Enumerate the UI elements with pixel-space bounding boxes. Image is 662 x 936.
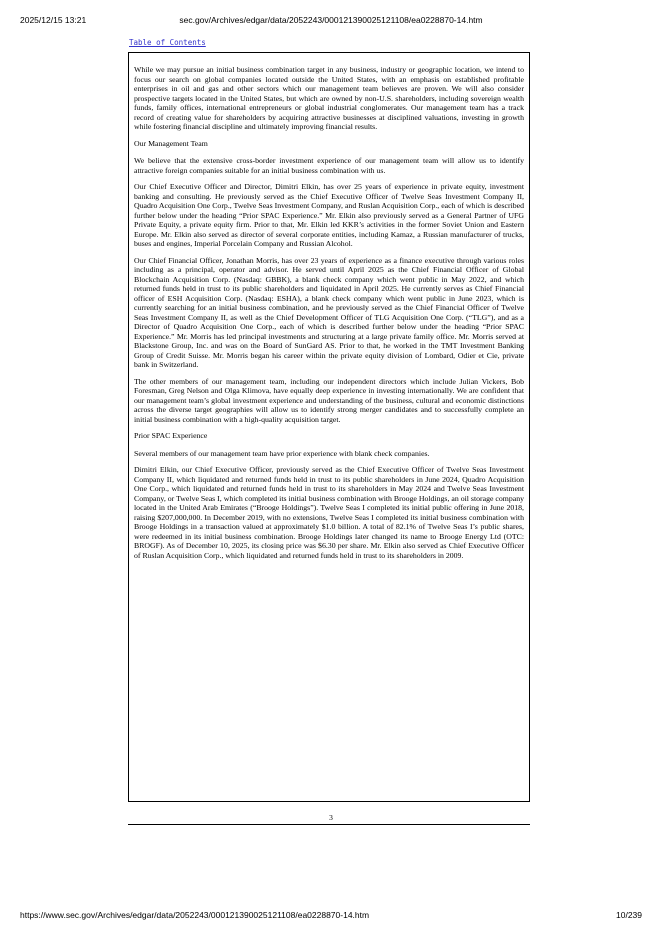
- page-number: 3: [329, 813, 333, 822]
- print-footer-page-count: 10/239: [616, 910, 642, 920]
- prior-spac-detail-paragraph: Dimitri Elkin, our Chief Executive Officer, previously served as the Chief Executive Officer of Twelve Seas Investment Company II, which liquidated and returned funds held in trust to its public shareholders in June 2024, Quadro Acquisition One Corp., which liquidated and returned funds held in trust to its shareholders in May 2024 and Twelve Seas Investment Company, or Twelve Seas I, which completed its initial business combination with Brooge Holdings, an oil storage company located in the United Arab Emirates (“Brooge Holdings”). Twelve Seas I completed its initial public offering in June 2018, raising $207,000,000. In December 2019, with no extensions, Twelve Seas I completed its initial business combination with Brooge Holdings in a transaction valued at approximately $1.0 billion. A total of 82.1% of Twelve Seas I’s public shares, were redeemed in its initial business combination. Brooge Holdings later changed its name to Brooge Energy Ltd (OTC: BROGF). As of December 10, 2025, its closing price was $6.30 per share. Mr. Elkin also served as Chief Executive Officer of Ruslan Acquisition Corp., which liquidated and returned funds held in trust to its shareholders in 2009.: [134, 465, 524, 560]
- intro-paragraph: While we may pursue an initial business combination target in any business, industry or geographic location, we intend to focus our search on global companies located outside the United States, with an emphasis on established profitable enterprises in oil and gas and other sectors which our management team believes are proven. We will also consider prospective targets located in the United States, but which are owned by non-U.S. shareholders, including sovereign wealth funds, family offices, international entrepreneurs or global industrial conglomerates. Our management team has a track record of creating value for shareholders by acquiring attractive businesses at disciplined valuations, investing in growth while fostering financial discipline and ultimately improving financial results.: [134, 65, 524, 131]
- management-intro-paragraph: We believe that the extensive cross-border investment experience of our management team will allow us to identify attractive foreign companies suitable for an initial business combination with us.: [134, 156, 524, 175]
- cfo-paragraph: Our Chief Financial Officer, Jonathan Morris, has over 23 years of experience as a finance executive through various roles including as a principal, operator and advisor. He served until April 2025 as the Chief Financial Officer of Global Blockchain Acquisition Corp. (Nasdaq: GBBK), a blank check company which went public in May 2022, and which returned funds held in trust to its public shareholders and liquidated in April 2025. He currently serves as Chief Financial officer of ESH Acquisition Corp. (Nasdaq: ESHA), a blank check company which went public in June 2023, which is currently searching for an initial business combination, and he previously served as the Chief Financial Officer of Twelve Seas Investment Company II, as well as the Chief Development Officer of TLG Acquisition One Corp. (“TLG”), and as a Director of Quadro Acquisition One Corp., each of which is described further below under the heading “Prior SPAC Experience.” Mr. Morris has led principal investments and structuring at a large private family office. Mr. Morris served at Blackstone Group, Inc. and was on the Board of SunGard AS. Prior to that, he worked in the TMT Investment Banking Group of Credit Suisse. Mr. Morris began his career within the private equity division of Lombard, Odier et Cie, private bank in Switzerland.: [134, 255, 524, 369]
- print-footer-url: https://www.sec.gov/Archives/edgar/data/2052243/000121390025121108/ea0228870-14.htm: [20, 910, 370, 920]
- print-date: 2025/12/15 13:21: [20, 15, 87, 25]
- section-heading-prior-spac: Prior SPAC Experience: [134, 431, 208, 440]
- page-divider: [128, 824, 530, 825]
- print-page-title: sec.gov/Archives/edgar/data/2052243/000121390025121108/ea0228870-14.htm: [179, 15, 483, 25]
- document-body: [128, 52, 530, 802]
- team-paragraph: The other members of our management team, including our independent directors which include Julian Vickers, Bob Foresman, Greg Nelson and Olga Klimova, have equally deep experience in investing internationally. We are confident that our management team’s global investment experience and understanding of the business, cultural and economic distinctions across the diverse target geographies will allow us to identify strong merger candidates and to successfully complete an initial business combination with a high-quality acquisition target.: [134, 376, 524, 424]
- table-of-contents-link[interactable]: Table of Contents: [129, 38, 206, 47]
- prior-spac-intro-paragraph: Several members of our management team have prior experience with blank check companies.: [134, 448, 430, 458]
- section-heading-management-team: Our Management Team: [134, 138, 208, 148]
- ceo-paragraph: Our Chief Executive Officer and Director, Dimitri Elkin, has over 25 years of experience in private equity, investment banking and consulting. He previously served as the Chief Executive Officer of Twelve Seas Investment Company II, Quadro Acquisition One Corp., Twelve Seas Investment Company, and Ruslan Acquisition Corp., each of which is described further below under the heading “Prior SPAC Experience.” Mr. Elkin also previously served as a General Partner of UFG Private Equity, a private equity firm. Prior to that, Mr. Elkin led KKR’s activities in the former Soviet Union and Eastern Europe. Mr. Elkin also served as director of several corporate entities, including Kamaz, a Russian manufacturer of trucks, buses and engines, Imperial Porcelain Company and Russian Alcohol.: [134, 182, 524, 248]
